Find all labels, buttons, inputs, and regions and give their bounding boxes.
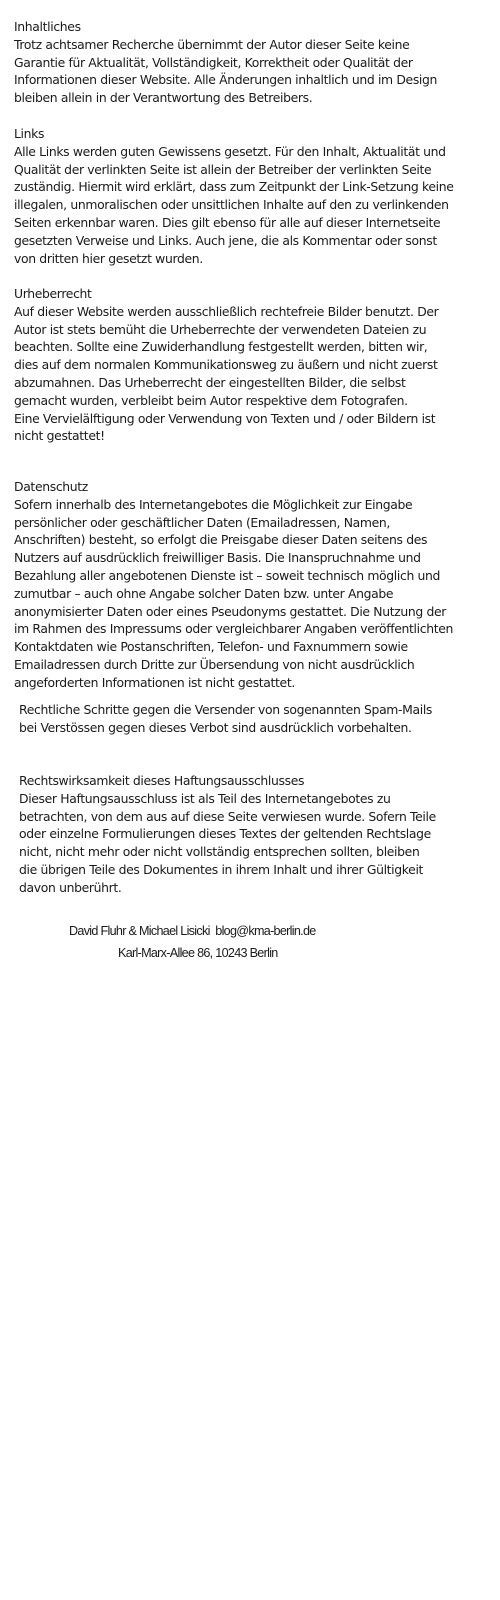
section-heading: Inhaltliches (14, 19, 81, 34)
section-text: Auf dieser Website werden ausschließlich rechtefreie Bilder benutzt. Der Autor ist stets bemüht die Urheberrechte der verwendeten Dateien zu beachten. Sollte eine Zuwiderhandlung festgestellt werden, bitten wir, dies auf dem normalen Kommunikationsweg zu äußern und nicht zuerst abzumahnen. Das Urheberrecht der eingestellten Bilder, die selbst gemacht wurden, verbleibt beim Autor respektive dem Fotografen. (14, 303, 439, 408)
section-text: Alle Links werden guten Gewissens gesetzt. Für den Inhalt, Aktualität und Qualität der verlinkten Seite ist allein der Betreiber der verlinkten Seite zuständig. Hiermit wird erklärt, dass zum Zeitpunkt der Link-Setzung keine illegalen, unmoralischen oder unsittlichen Inhalte auf den zu verlinkenden Seiten erkennbar waren. Dies gilt ebenso für alle auf dieser Internetseite gesetzten Verweise und Links. Auch jene, die als Kommentar oder sonst von dritten hier gesetzt wurden. (14, 143, 454, 266)
section-text: Dieser Haftungsausschluss ist als Teil des Internetangebotes zu betrachten, von dem aus auf diese Seite verwiesen wurde. Sofern Teile oder einzelne Formulierungen dieses Textes der geltenden Rechtslage nicht, nicht mehr oder nicht vollständig entsprechen sollten, bleiben die übrigen Teile des Dokumentes in ihrem Inhalt und ihrer Gültigkeit davon unberührt. (19, 790, 436, 895)
postal-address: Karl-Marx-Allee 86, 10243 Berlin (118, 946, 278, 960)
section-heading: Links (14, 126, 45, 141)
section-heading: Rechtswirksamkeit dieses Haftungsausschlusses (19, 773, 305, 788)
section-spam (19, 701, 439, 737)
section-heading: Datenschutz (14, 479, 88, 494)
section-text-notice: Eine Vervielälftigung oder Verwendung von Texten und / oder Bildern ist nicht gestattet! (14, 410, 436, 444)
section-datenschutz (14, 478, 454, 692)
section-urheberrecht (14, 285, 454, 445)
section-text: Trotz achtsamer Recherche übernimmt der Autor dieser Seite keine Garantie für Aktualität, Vollständigkeit, Korrektheit oder Qualität der Informationen dieser Website. Alle Änderungen inhaltlich und im Design bleiben allein in der Verantwortung des Betreibers. (14, 36, 438, 106)
section-inhaltliches (14, 18, 454, 107)
section-links (14, 125, 454, 267)
section-rechtswirksamkeit (19, 772, 439, 897)
signature-line (69, 924, 316, 938)
contact-email: blog@kma-berlin.de (215, 924, 316, 938)
author-names: David Fluhr & Michael Lisicki (69, 924, 210, 938)
section-text: Sofern innerhalb des Internetangebotes die Möglichkeit zur Eingabe persönlicher oder geschäftlicher Daten (Emailadressen, Namen, Anschriften) besteht, so erfolgt die Preisgabe dieser Daten seitens des Nutzers auf ausdrücklich freiwilliger Basis. Die Inanspruchnahme und Bezahlung aller angebotenen Dienste ist – soweit technisch möglich und zumutbar – auch ohne Angabe solcher Daten bzw. unter Angabe anonymisierter Daten oder eines Pseudonyms gestattet. Die Nutzung der im Rahmen des Impressums oder vergleichbarer Angaben veröffentlichten Kontaktdaten wie Postanschriften, Telefon- und Faxnummern sowie Emailadressen durch Dritte zur Übersendung von nicht ausdrücklich angeforderten Informationen ist nicht gestattet. (14, 496, 453, 690)
section-text: Rechtliche Schritte gegen die Versender von sogenannten Spam-Mails bei Verstössen gegen dieses Verbot sind ausdrücklich vorbehalten. (19, 702, 433, 735)
address-line (118, 946, 278, 960)
section-heading: Urheberrecht (14, 286, 92, 301)
